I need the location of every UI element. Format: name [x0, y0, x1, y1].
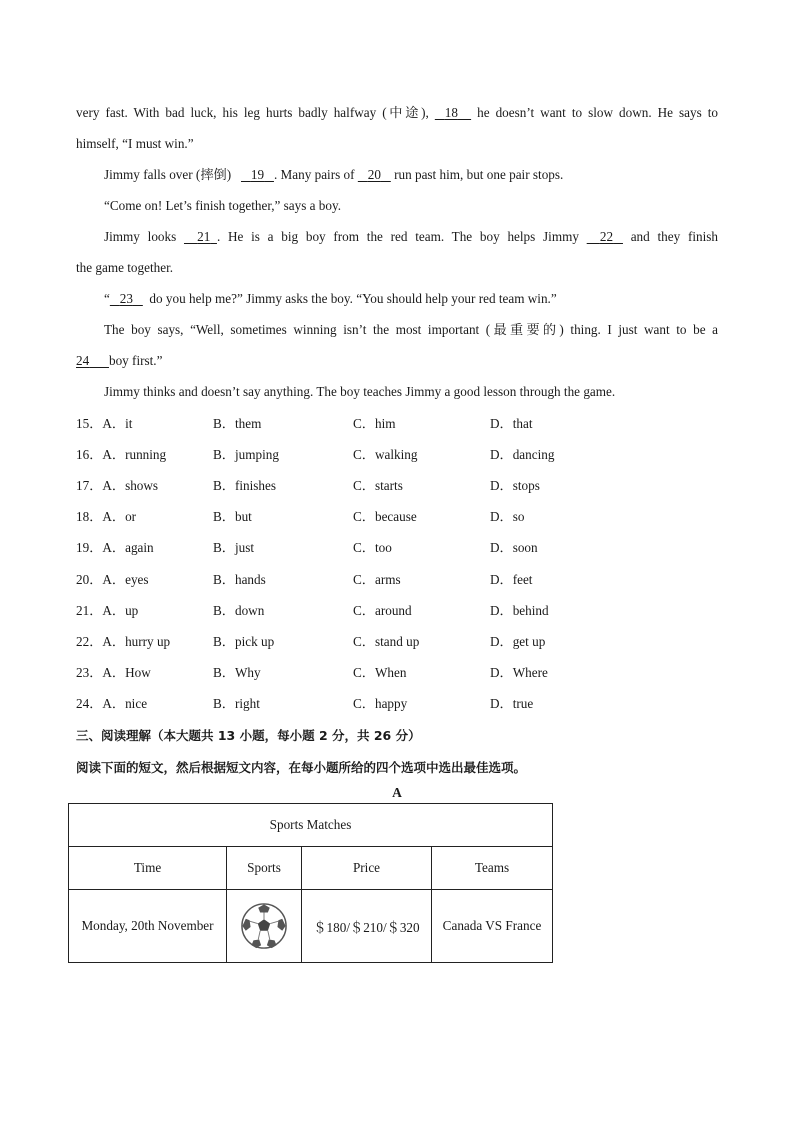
option-a: A．nice — [102, 695, 148, 711]
option-c: C．happy — [353, 695, 408, 711]
option-d: D．get up — [490, 633, 546, 649]
option-b: B．but — [213, 509, 252, 525]
question-row — [76, 633, 716, 651]
table-header-time: Time — [69, 847, 227, 890]
question-row — [76, 695, 716, 713]
option-d: D．dancing — [490, 447, 555, 463]
option-c: C．too — [353, 540, 392, 556]
question-number: 17． — [76, 478, 103, 494]
question-start — [76, 602, 138, 620]
passage-line: the game together. — [76, 260, 174, 275]
question-number: 21． — [76, 602, 103, 618]
option-b: B．Why — [213, 664, 261, 680]
table-cell-sport — [227, 890, 302, 963]
question-row — [76, 477, 716, 495]
question-start — [76, 415, 132, 433]
question-start — [76, 539, 154, 557]
option-d: D．soon — [490, 540, 538, 556]
passage-line: Jimmy thinks and doesn’t say anything. The boy teaches Jimmy a good lesson through the game. — [104, 384, 616, 399]
question-number: 18． — [76, 509, 103, 525]
option-b: B．hands — [213, 571, 266, 587]
option-d: D．that — [490, 416, 533, 431]
soccer-ball-icon — [240, 902, 288, 950]
option-c: C．arms — [353, 571, 401, 587]
table-cell-time: Monday, 20th November — [69, 890, 227, 963]
option-b: B．pick up — [213, 633, 275, 649]
option-d: D．feet — [490, 571, 533, 587]
question-number: 23． — [76, 664, 103, 680]
option-c: C．When — [353, 664, 407, 680]
question-row — [76, 415, 716, 433]
option-a: A．again — [102, 540, 154, 556]
table-title: Sports Matches — [69, 804, 553, 847]
passage-line: Jimmy falls over (摔倒) 19 . Many pairs of 20 run past him, but one pair stops. — [104, 167, 564, 182]
question-number: 22． — [76, 633, 103, 649]
question-number: 16． — [76, 447, 103, 463]
option-d: D．behind — [490, 602, 549, 618]
option-c: C．him — [353, 416, 396, 431]
question-start — [76, 633, 170, 651]
table-header-price: Price — [302, 847, 432, 890]
option-b: B．finishes — [213, 478, 277, 494]
blank-23: 23 — [119, 291, 133, 306]
option-b: B．just — [213, 540, 255, 556]
passage-line: Jimmy looks 21 . He is a big boy from the red team. The boy helps Jimmy 22 and they finish — [104, 229, 718, 244]
option-b: B．them — [213, 416, 262, 431]
question-number: 20． — [76, 571, 103, 587]
table-header-sports: Sports — [227, 847, 302, 890]
option-c: C．walking — [353, 447, 418, 463]
table-cell-price: ＄180/＄210/＄320 — [302, 890, 432, 963]
sports-matches-table — [68, 803, 553, 963]
question-start — [76, 477, 158, 495]
option-c: C．stand up — [353, 633, 420, 649]
option-d: D．true — [490, 695, 534, 711]
section-heading: 三、阅读理解（本大题共 13 小题，每小题 2 分，共 26 分） — [76, 728, 421, 743]
option-c: C．because — [353, 509, 417, 525]
option-d: D．Where — [490, 664, 548, 680]
question-row — [76, 446, 716, 464]
question-number: 24． — [76, 695, 103, 711]
option-d: D．so — [490, 509, 525, 525]
table-header-teams: Teams — [432, 847, 553, 890]
option-a: A．eyes — [102, 571, 149, 587]
blank-24: 24 — [76, 353, 90, 368]
question-number: 19． — [76, 540, 103, 556]
question-start — [76, 508, 136, 526]
question-start — [76, 446, 166, 464]
question-row — [76, 664, 716, 682]
passage-line: The boy says, “Well, sometimes winning isn’t the most important (最重要的) thing. I just want to be a — [104, 322, 718, 337]
option-b: B．down — [213, 602, 265, 618]
option-a: A．or — [102, 509, 137, 525]
blank-19: 19 — [250, 167, 265, 182]
question-row — [76, 602, 716, 620]
section-instruction: 阅读下面的短文，然后根据短文内容，在每小题所给的四个选项中选出最佳选项。 — [76, 760, 527, 775]
option-a: A．it — [102, 416, 133, 431]
option-a: A．running — [102, 447, 167, 463]
passage-line: very fast. With bad luck, his leg hurts badly halfway (中途), 18 he doesn’t want to slow down. He says to — [76, 105, 719, 120]
question-start — [76, 664, 151, 682]
passage-line: “Come on! Let’s finish together,” says a boy. — [104, 198, 342, 213]
question-start — [76, 695, 147, 713]
passage-line: himself, “I must win.” — [76, 136, 194, 151]
option-b: B．right — [213, 695, 260, 711]
question-start — [76, 571, 149, 589]
question-row — [76, 508, 716, 526]
blank-20: 20 — [367, 167, 381, 182]
option-a: A．shows — [102, 478, 159, 494]
option-a: A．How — [102, 664, 151, 680]
option-a: A．hurry up — [102, 633, 171, 649]
option-b: B．jumping — [213, 447, 279, 463]
blank-22: 22 — [599, 229, 614, 244]
blank-21: 21 — [197, 229, 211, 244]
option-d: D．stops — [490, 478, 540, 494]
passage-line: “ 23 do you help me?” Jimmy asks the boy. “You should help your red team win.” — [104, 291, 557, 306]
option-a: A．up — [102, 602, 139, 618]
blank-18: 18 — [444, 105, 458, 120]
option-c: C．around — [353, 602, 412, 618]
passage-label: A — [392, 785, 402, 800]
question-row — [76, 539, 716, 557]
table-cell-teams: Canada VS France — [432, 890, 553, 963]
question-number: 15． — [76, 416, 103, 431]
passage-line: 24 boy first.” — [76, 353, 163, 368]
question-row — [76, 571, 716, 589]
option-c: C．starts — [353, 478, 403, 494]
